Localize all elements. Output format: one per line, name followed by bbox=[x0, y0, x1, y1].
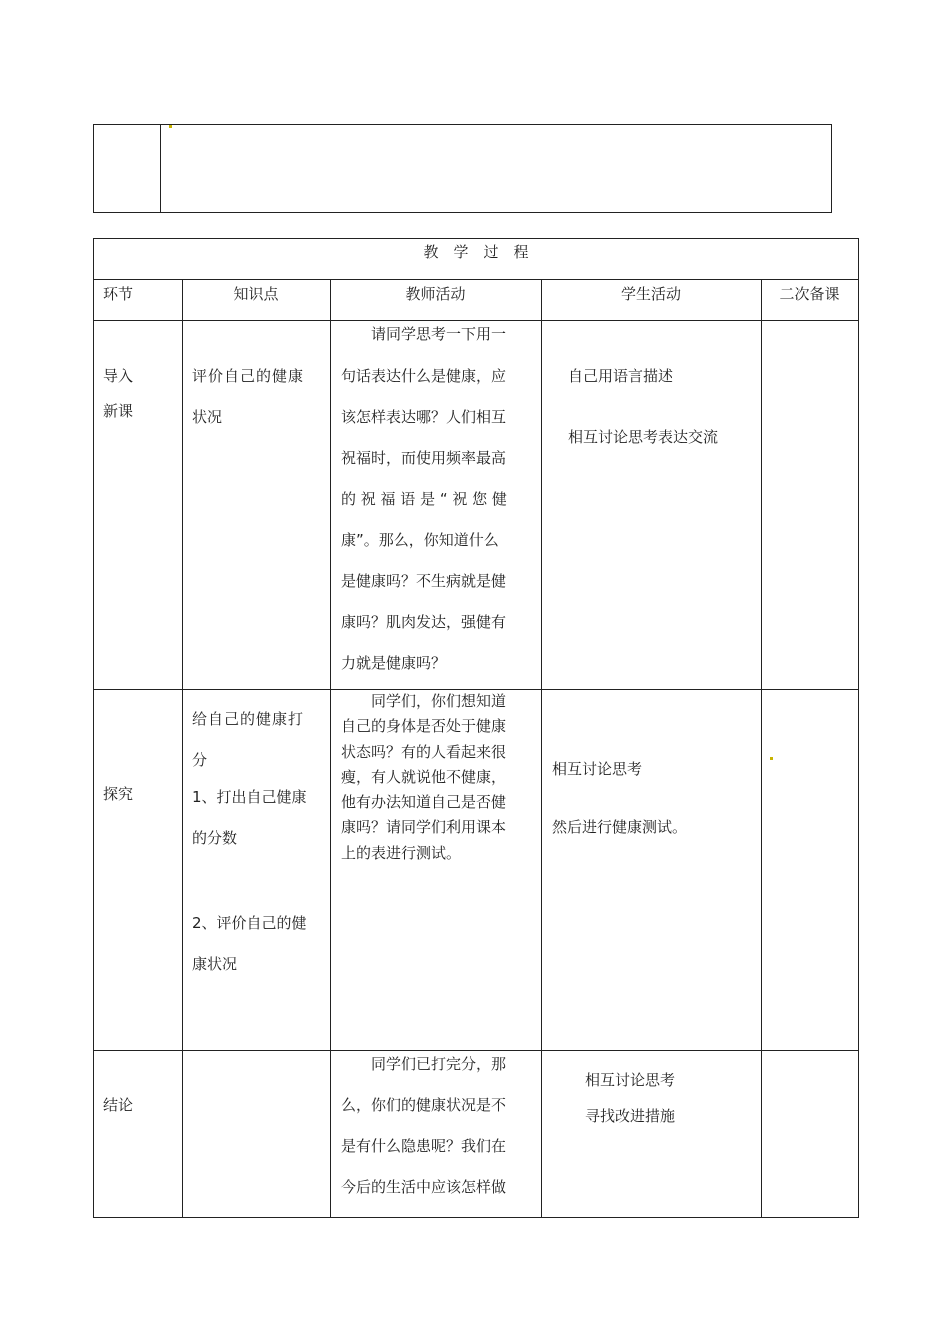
row1-section-line: 新课 bbox=[103, 402, 134, 420]
row3-student-line: 相互讨论思考 bbox=[585, 1071, 676, 1089]
row1-student-line: 相互讨论思考表达交流 bbox=[568, 428, 719, 446]
row2-section-line: 探究 bbox=[103, 785, 134, 803]
row2-teacher-line: 自己的身体是否处于健康 bbox=[341, 717, 507, 735]
row1-teacher-line: 请同学思考一下用一 bbox=[341, 325, 507, 343]
row2-knowledge-line: 康状况 bbox=[192, 955, 238, 973]
row1-knowledge-line: 状况 bbox=[192, 408, 223, 426]
row1-teacher-line: 该怎样表达哪？人们相互 bbox=[341, 408, 507, 426]
row1-teacher-line: 的 祝 福 语 是 “ 祝 您 健 bbox=[341, 490, 507, 508]
header-knowledge: 知识点 bbox=[233, 285, 279, 303]
header-prep: 二次备课 bbox=[779, 285, 840, 303]
row1-teacher-line: 力就是健康吗？ bbox=[341, 654, 447, 672]
row1-teacher-line: 康吗？肌肉发达，强健有 bbox=[341, 613, 507, 631]
row3-teacher-line: 今后的生活中应该怎样做 bbox=[341, 1178, 507, 1196]
row1-teacher-line: 句话表达什么是健康，应 bbox=[341, 367, 507, 385]
row2-knowledge-line: 1、打出自己健康 bbox=[192, 788, 307, 806]
header-teacher: 教师活动 bbox=[405, 285, 466, 303]
row2-teacher-line: 上的表进行测试。 bbox=[341, 844, 462, 862]
row2-student-line: 然后进行健康测试。 bbox=[552, 818, 688, 836]
row2-knowledge-line: 的分数 bbox=[192, 829, 238, 847]
row1-student-line: 自己用语言描述 bbox=[568, 367, 674, 385]
marker-dot bbox=[770, 757, 773, 760]
row3-section-line: 结论 bbox=[103, 1096, 134, 1114]
row1-teacher-line: 是健康吗？不生病就是健 bbox=[341, 572, 507, 590]
row2-teacher-line: 他有办法知道自己是否健 bbox=[341, 793, 507, 811]
row2-knowledge-line: 2、评价自己的健 bbox=[192, 914, 307, 932]
row2-teacher-line: 康吗？请同学们利用课本 bbox=[341, 818, 507, 836]
row1-teacher-line: 康”。那么，你知道什么 bbox=[341, 531, 499, 549]
row2-student-line: 相互讨论思考 bbox=[552, 760, 643, 778]
header-student: 学生活动 bbox=[620, 285, 681, 303]
row1-knowledge-line: 评价自己的健康 bbox=[192, 367, 305, 385]
row3-teacher-line: 同学们已打完分，那 bbox=[341, 1055, 507, 1073]
row3-teacher-line: 是有什么隐患呢？我们在 bbox=[341, 1137, 507, 1155]
marker-dot bbox=[169, 125, 172, 128]
row3-student-line: 寻找改进措施 bbox=[585, 1107, 676, 1125]
row2-knowledge-line: 分 bbox=[192, 751, 208, 769]
row2-knowledge-line: 给自己的健康打 bbox=[192, 710, 305, 728]
process-title: 教 学 过 程 bbox=[423, 243, 529, 261]
row2-teacher-line: 状态吗？有的人看起来很 bbox=[341, 743, 507, 761]
row1-section-line: 导入 bbox=[103, 367, 134, 385]
header-section: 环节 bbox=[103, 285, 134, 303]
row2-teacher-line: 瘦，有人就说他不健康， bbox=[341, 768, 507, 786]
row3-teacher-line: 么，你们的健康状况是不 bbox=[341, 1096, 507, 1114]
row1-teacher-line: 祝福时，而使用频率最高 bbox=[341, 449, 507, 467]
row2-teacher-line: 同学们，你们想知道 bbox=[341, 692, 507, 710]
